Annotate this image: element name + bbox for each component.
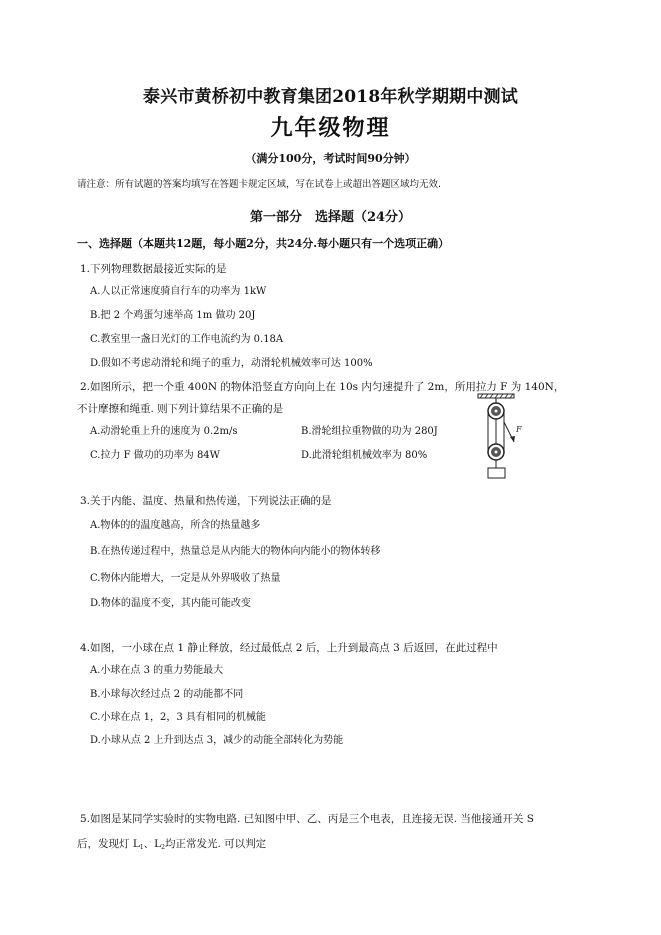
question-4-stem: 4.如图，一小球在点 1 静止释放，经过最低点 2 后，上升到最高点 3 后返回，在此过程中 — [80, 642, 498, 654]
question-2-option-a: A.动滑轮重上升的速度为 0.2m/s — [90, 426, 238, 437]
question-2-option-b: B.滑轮组拉重物做的功为 280J — [301, 426, 438, 437]
question-1-option-b: B.把 2 个鸡蛋匀速举高 1m 做功 20J — [90, 310, 256, 321]
question-5-text-a: 后，发现灯 L — [77, 838, 140, 850]
question-3-option-c: C.物体内能增大，一定是从外界吸收了热量 — [90, 573, 281, 584]
section-heading: 一、选择题（本题共12题，每小题2分，共24分.每小题只有一个选项正确） — [77, 237, 450, 250]
lamp-1-subscript: 1 — [139, 844, 144, 851]
pulley-system-figure — [470, 392, 526, 482]
question-3-option-d: D.物体的温度不变，其内能可能改变 — [90, 598, 251, 609]
school-title: 泰兴市黄桥初中教育集团2018年秋学期期中测试 — [143, 87, 518, 107]
question-1-option-c: C.教室里一盏日光灯的工作电流约为 0.18A — [90, 334, 284, 345]
question-5-text-c: 均正常发光. 可以判定 — [164, 838, 267, 850]
question-4-option-b: B.小球每次经过点 2 的动能都不同 — [90, 689, 244, 700]
question-3-option-a: A.物体的的温度越高，所含的热量越多 — [90, 520, 261, 531]
question-2-stem: 2.如图所示，把一个重 400N 的物体沿竖直方向向上在 10s 内匀速提升了 2m，所用拉力 F 为 140N， — [80, 381, 565, 393]
question-2-option-d: D.此滑轮组机械效率为 80% — [301, 450, 428, 461]
question-4-option-d: D.小球从点 2 上升到达点 3，减少的动能全部转化为势能 — [90, 735, 344, 746]
subject-title: 九年级物理 — [270, 115, 391, 141]
question-5-text-b: 、L — [143, 838, 162, 850]
question-1-option-a: A.人以正常速度骑自行车的功率为 1kW — [90, 286, 267, 297]
question-1-option-d: D.假如不考虑动滑轮和绳子的重力，动滑轮机械效率可达 100% — [90, 358, 373, 369]
question-4-option-a: A.小球在点 3 的重力势能最大 — [90, 665, 224, 676]
question-2-stem-cont: 不计摩擦和绳重. 则下列计算结果不正确的是 — [77, 403, 284, 415]
question-4-option-c: C.小球在点 1，2，3 具有相同的机械能 — [90, 712, 266, 723]
exam-info: （满分100分，考试时间90分钟） — [245, 152, 416, 165]
question-3-stem: 3.关于内能、温度、热量和热传递，下列说法正确的是 — [80, 495, 332, 507]
part-title: 第一部分 选择题（24分） — [249, 210, 412, 225]
question-1-stem: 1.下列物理数据最接近实际的是 — [80, 263, 227, 275]
question-3-option-b: B.在热传递过程中，热量总是从内能大的物体向内能小的物体转移 — [90, 546, 381, 557]
question-5-stem-cont — [77, 838, 266, 852]
notice-text: 请注意：所有试题的答案均填写在答题卡规定区域，写在试卷上或超出答题区域均无效. — [77, 179, 442, 190]
lamp-2-subscript: 2 — [161, 844, 165, 851]
force-label: F — [516, 425, 522, 434]
question-2-option-c: C.拉力 F 做功的功率为 84W — [90, 450, 220, 461]
question-5-stem: 5.如图是某同学实验时的实物电路. 已知图中甲、乙、丙是三个电表，且连接无误. 当他接通开关 S — [80, 813, 534, 825]
